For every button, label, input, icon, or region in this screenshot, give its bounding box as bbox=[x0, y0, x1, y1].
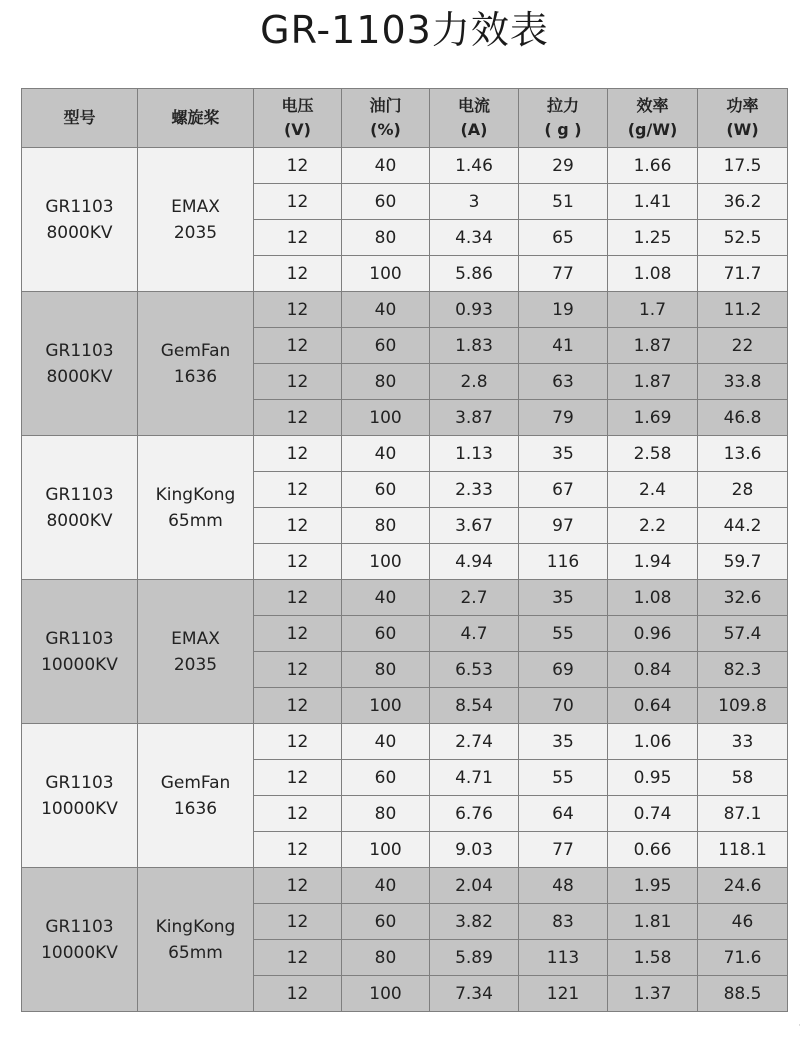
current-cell: 7.34 bbox=[430, 976, 519, 1012]
efficiency-cell: 1.7 bbox=[608, 292, 698, 328]
efficiency-cell: 1.87 bbox=[608, 364, 698, 400]
thrust-cell: 67 bbox=[519, 472, 608, 508]
header-model: 型号 bbox=[22, 89, 138, 148]
propeller-cell bbox=[138, 724, 254, 868]
voltage-cell: 12 bbox=[254, 832, 342, 868]
throttle-cell: 100 bbox=[342, 400, 430, 436]
voltage-cell: 12 bbox=[254, 292, 342, 328]
thrust-cell: 35 bbox=[519, 724, 608, 760]
efficiency-cell: 0.66 bbox=[608, 832, 698, 868]
current-cell: 4.7 bbox=[430, 616, 519, 652]
throttle-cell: 40 bbox=[342, 148, 430, 184]
current-cell: 5.89 bbox=[430, 940, 519, 976]
header-throttle: 油门 (%) bbox=[342, 89, 430, 148]
motor-model-cell bbox=[22, 148, 138, 292]
page-title: GR-1103力效表 bbox=[260, 8, 549, 52]
efficiency-cell: 2.58 bbox=[608, 436, 698, 472]
power-cell: 87.1 bbox=[698, 796, 788, 832]
performance-table bbox=[21, 88, 788, 1012]
current-cell: 1.13 bbox=[430, 436, 519, 472]
throttle-cell: 60 bbox=[342, 472, 430, 508]
motor-model-text: GR1103 bbox=[45, 628, 114, 649]
voltage-cell: 12 bbox=[254, 940, 342, 976]
power-cell: 36.2 bbox=[698, 184, 788, 220]
power-cell: 71.7 bbox=[698, 256, 788, 292]
throttle-cell: 80 bbox=[342, 220, 430, 256]
efficiency-cell: 1.87 bbox=[608, 328, 698, 364]
throttle-cell: 80 bbox=[342, 940, 430, 976]
motor-model-cell bbox=[22, 868, 138, 1012]
propeller-text: GemFan bbox=[160, 772, 231, 793]
efficiency-cell: 1.41 bbox=[608, 184, 698, 220]
motor-model-text: GR1103 bbox=[45, 340, 114, 361]
thrust-cell: 55 bbox=[519, 616, 608, 652]
thrust-cell: 70 bbox=[519, 688, 608, 724]
voltage-cell: 12 bbox=[254, 148, 342, 184]
propeller-cell bbox=[138, 292, 254, 436]
voltage-cell: 12 bbox=[254, 688, 342, 724]
table-row bbox=[22, 436, 788, 472]
voltage-cell: 12 bbox=[254, 184, 342, 220]
motor-model-text: 8000KV bbox=[46, 222, 113, 243]
efficiency-cell: 0.74 bbox=[608, 796, 698, 832]
propeller-text: KingKong bbox=[155, 484, 236, 505]
header-voltage: 电压 (V) bbox=[254, 89, 342, 148]
power-cell: 11.2 bbox=[698, 292, 788, 328]
thrust-cell: 19 bbox=[519, 292, 608, 328]
current-cell: 2.8 bbox=[430, 364, 519, 400]
motor-model-cell bbox=[22, 724, 138, 868]
thrust-cell: 35 bbox=[519, 436, 608, 472]
current-cell: 5.86 bbox=[430, 256, 519, 292]
propeller-text: GemFan bbox=[160, 340, 231, 361]
motor-model-text: 10000KV bbox=[41, 942, 118, 963]
propeller-cell bbox=[138, 868, 254, 1012]
power-cell: 13.6 bbox=[698, 436, 788, 472]
voltage-cell: 12 bbox=[254, 904, 342, 940]
power-cell: 57.4 bbox=[698, 616, 788, 652]
thrust-cell: 79 bbox=[519, 400, 608, 436]
current-cell: 3.87 bbox=[430, 400, 519, 436]
efficiency-cell: 1.25 bbox=[608, 220, 698, 256]
voltage-cell: 12 bbox=[254, 364, 342, 400]
power-cell: 58 bbox=[698, 760, 788, 796]
efficiency-cell: 1.58 bbox=[608, 940, 698, 976]
power-cell: 33 bbox=[698, 724, 788, 760]
motor-model-text: GR1103 bbox=[45, 196, 114, 217]
efficiency-cell: 1.06 bbox=[608, 724, 698, 760]
propeller-cell bbox=[138, 148, 254, 292]
throttle-cell: 100 bbox=[342, 544, 430, 580]
voltage-cell: 12 bbox=[254, 616, 342, 652]
table-row bbox=[22, 292, 788, 328]
throttle-cell: 80 bbox=[342, 796, 430, 832]
current-cell: 1.46 bbox=[430, 148, 519, 184]
propeller-text: 2035 bbox=[173, 222, 218, 243]
thrust-cell: 64 bbox=[519, 796, 608, 832]
header-row bbox=[22, 89, 788, 148]
throttle-cell: 60 bbox=[342, 760, 430, 796]
efficiency-cell: 1.94 bbox=[608, 544, 698, 580]
power-cell: 59.7 bbox=[698, 544, 788, 580]
voltage-cell: 12 bbox=[254, 868, 342, 904]
motor-model-cell bbox=[22, 580, 138, 724]
power-cell: 46.8 bbox=[698, 400, 788, 436]
efficiency-cell: 1.66 bbox=[608, 148, 698, 184]
throttle-cell: 40 bbox=[342, 724, 430, 760]
voltage-cell: 12 bbox=[254, 796, 342, 832]
thrust-cell: 113 bbox=[519, 940, 608, 976]
motor-model-text: 8000KV bbox=[46, 366, 113, 387]
throttle-cell: 60 bbox=[342, 904, 430, 940]
power-cell: 82.3 bbox=[698, 652, 788, 688]
header-thrust: 拉力 ( g ) bbox=[519, 89, 608, 148]
voltage-cell: 12 bbox=[254, 580, 342, 616]
current-cell: 8.54 bbox=[430, 688, 519, 724]
efficiency-cell: 2.4 bbox=[608, 472, 698, 508]
throttle-cell: 80 bbox=[342, 652, 430, 688]
motor-model-text: GR1103 bbox=[45, 484, 114, 505]
voltage-cell: 12 bbox=[254, 976, 342, 1012]
voltage-cell: 12 bbox=[254, 508, 342, 544]
table-row bbox=[22, 724, 788, 760]
efficiency-cell: 0.96 bbox=[608, 616, 698, 652]
current-cell: 6.53 bbox=[430, 652, 519, 688]
thrust-cell: 97 bbox=[519, 508, 608, 544]
propeller-text: EMAX bbox=[171, 196, 220, 217]
propeller-cell bbox=[138, 580, 254, 724]
current-cell: 6.76 bbox=[430, 796, 519, 832]
current-cell: 4.94 bbox=[430, 544, 519, 580]
power-cell: 88.5 bbox=[698, 976, 788, 1012]
throttle-cell: 40 bbox=[342, 436, 430, 472]
efficiency-cell: 1.08 bbox=[608, 256, 698, 292]
current-cell: 0.93 bbox=[430, 292, 519, 328]
motor-model-cell bbox=[22, 436, 138, 580]
power-cell: 52.5 bbox=[698, 220, 788, 256]
current-cell: 9.03 bbox=[430, 832, 519, 868]
propeller-text: 65mm bbox=[168, 510, 223, 531]
current-cell: 3.67 bbox=[430, 508, 519, 544]
current-cell: 2.7 bbox=[430, 580, 519, 616]
efficiency-cell: 1.08 bbox=[608, 580, 698, 616]
thrust-cell: 65 bbox=[519, 220, 608, 256]
thrust-cell: 116 bbox=[519, 544, 608, 580]
efficiency-cell: 0.84 bbox=[608, 652, 698, 688]
power-cell: 109.8 bbox=[698, 688, 788, 724]
thrust-cell: 83 bbox=[519, 904, 608, 940]
power-cell: 24.6 bbox=[698, 868, 788, 904]
current-cell: 2.33 bbox=[430, 472, 519, 508]
efficiency-cell: 0.64 bbox=[608, 688, 698, 724]
throttle-cell: 60 bbox=[342, 616, 430, 652]
voltage-cell: 12 bbox=[254, 760, 342, 796]
thrust-cell: 51 bbox=[519, 184, 608, 220]
throttle-cell: 100 bbox=[342, 688, 430, 724]
voltage-cell: 12 bbox=[254, 436, 342, 472]
thrust-cell: 29 bbox=[519, 148, 608, 184]
propeller-cell bbox=[138, 436, 254, 580]
voltage-cell: 12 bbox=[254, 220, 342, 256]
voltage-cell: 12 bbox=[254, 544, 342, 580]
thrust-cell: 41 bbox=[519, 328, 608, 364]
propeller-text: EMAX bbox=[171, 628, 220, 649]
throttle-cell: 60 bbox=[342, 328, 430, 364]
thrust-cell: 77 bbox=[519, 832, 608, 868]
propeller-text: 1636 bbox=[173, 798, 218, 819]
propeller-text: KingKong bbox=[155, 916, 236, 937]
header-efficiency: 效率 (g/W) bbox=[608, 89, 698, 148]
header-current: 电流 (A) bbox=[430, 89, 519, 148]
corner-mark: · bbox=[798, 1021, 801, 1031]
thrust-cell: 63 bbox=[519, 364, 608, 400]
table-row bbox=[22, 868, 788, 904]
thrust-cell: 121 bbox=[519, 976, 608, 1012]
power-cell: 17.5 bbox=[698, 148, 788, 184]
propeller-text: 65mm bbox=[168, 942, 223, 963]
table-body bbox=[22, 148, 788, 1012]
throttle-cell: 60 bbox=[342, 184, 430, 220]
efficiency-cell: 1.95 bbox=[608, 868, 698, 904]
thrust-cell: 55 bbox=[519, 760, 608, 796]
current-cell: 2.04 bbox=[430, 868, 519, 904]
efficiency-cell: 2.2 bbox=[608, 508, 698, 544]
motor-model-text: 10000KV bbox=[41, 654, 118, 675]
header-power: 功率 (W) bbox=[698, 89, 788, 148]
power-cell: 46 bbox=[698, 904, 788, 940]
thrust-cell: 69 bbox=[519, 652, 608, 688]
throttle-cell: 80 bbox=[342, 364, 430, 400]
throttle-cell: 80 bbox=[342, 508, 430, 544]
power-cell: 71.6 bbox=[698, 940, 788, 976]
current-cell: 3 bbox=[430, 184, 519, 220]
voltage-cell: 12 bbox=[254, 724, 342, 760]
current-cell: 4.34 bbox=[430, 220, 519, 256]
throttle-cell: 100 bbox=[342, 976, 430, 1012]
voltage-cell: 12 bbox=[254, 472, 342, 508]
throttle-cell: 40 bbox=[342, 868, 430, 904]
current-cell: 4.71 bbox=[430, 760, 519, 796]
power-cell: 33.8 bbox=[698, 364, 788, 400]
power-cell: 118.1 bbox=[698, 832, 788, 868]
power-cell: 44.2 bbox=[698, 508, 788, 544]
thrust-cell: 77 bbox=[519, 256, 608, 292]
thrust-cell: 35 bbox=[519, 580, 608, 616]
throttle-cell: 40 bbox=[342, 292, 430, 328]
motor-model-text: GR1103 bbox=[45, 916, 114, 937]
efficiency-cell: 1.81 bbox=[608, 904, 698, 940]
efficiency-cell: 1.69 bbox=[608, 400, 698, 436]
power-cell: 22 bbox=[698, 328, 788, 364]
efficiency-cell: 1.37 bbox=[608, 976, 698, 1012]
voltage-cell: 12 bbox=[254, 328, 342, 364]
propeller-text: 1636 bbox=[173, 366, 218, 387]
throttle-cell: 100 bbox=[342, 832, 430, 868]
motor-model-cell bbox=[22, 292, 138, 436]
voltage-cell: 12 bbox=[254, 652, 342, 688]
motor-model-text: GR1103 bbox=[45, 772, 114, 793]
voltage-cell: 12 bbox=[254, 400, 342, 436]
table-row bbox=[22, 148, 788, 184]
throttle-cell: 100 bbox=[342, 256, 430, 292]
power-cell: 32.6 bbox=[698, 580, 788, 616]
motor-model-text: 8000KV bbox=[46, 510, 113, 531]
table-row bbox=[22, 580, 788, 616]
header-propeller: 螺旋桨 bbox=[138, 89, 254, 148]
thrust-cell: 48 bbox=[519, 868, 608, 904]
voltage-cell: 12 bbox=[254, 256, 342, 292]
propeller-text: 2035 bbox=[173, 654, 218, 675]
power-cell: 28 bbox=[698, 472, 788, 508]
current-cell: 2.74 bbox=[430, 724, 519, 760]
motor-model-text: 10000KV bbox=[41, 798, 118, 819]
efficiency-cell: 0.95 bbox=[608, 760, 698, 796]
current-cell: 3.82 bbox=[430, 904, 519, 940]
throttle-cell: 40 bbox=[342, 580, 430, 616]
current-cell: 1.83 bbox=[430, 328, 519, 364]
